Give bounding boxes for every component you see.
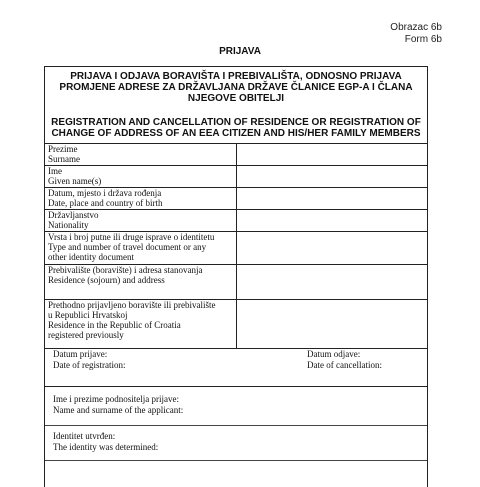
table-row — [45, 300, 427, 348]
applicant-name-hr: Ime i prezime podnositelja prijave: — [53, 394, 179, 404]
heading-hr-line: PROMJENE ADRESE ZA DRŽAVLJANA DRŽAVE ČLANICE EGP-A I ČLANA — [59, 82, 413, 93]
label-line: Given name(s) — [48, 176, 102, 186]
form-code-hr: Obrazac 6b — [390, 22, 442, 33]
registration-date-hr: Datum prijave: — [53, 349, 108, 359]
identity-determined-en: The identity was determined: — [53, 442, 159, 452]
label-line: Datum, mjesto i država rođenja — [48, 188, 162, 198]
birth-details-field[interactable] — [237, 188, 428, 210]
table-row — [45, 210, 427, 232]
travel-document-field[interactable] — [237, 232, 428, 265]
label-line: Prebivalište (boravište) i adresa stanovanja — [48, 265, 203, 275]
birth-details-label — [45, 188, 237, 210]
nationality-label — [45, 210, 237, 232]
cancellation-date[interactable] — [307, 349, 382, 371]
table-row — [45, 166, 427, 188]
travel-document-label — [45, 232, 237, 265]
label-line: Prethodno prijavljeno boravište ili prebivalište — [48, 300, 216, 310]
given-name-field[interactable] — [237, 166, 428, 188]
label-line: Type and number of travel document or any — [48, 242, 207, 252]
residence-field[interactable] — [237, 265, 428, 300]
identity-determined[interactable] — [53, 431, 158, 453]
heading-en-line: REGISTRATION AND CANCELLATION OF RESIDENCE OR REGISTRATION OF — [51, 117, 421, 128]
form-frame — [44, 66, 428, 487]
label-line: other identity document — [48, 252, 134, 262]
personal-data-table — [45, 143, 427, 348]
label-line: Prezime — [48, 144, 78, 154]
applicant-name-en: Name and surname of the applicant: — [53, 405, 184, 415]
registration-date[interactable] — [53, 349, 125, 371]
heading-croatian — [45, 71, 427, 104]
identity-determined-hr: Identitet utvrđen: — [53, 431, 116, 441]
label-line: Nationality — [48, 220, 89, 230]
applicant-name[interactable] — [53, 394, 183, 416]
cancellation-date-hr: Datum odjave: — [307, 349, 361, 359]
label-line: registered previously — [48, 330, 124, 340]
label-line: Residence in the Republic of Croatia — [48, 320, 181, 330]
heading-hr-line: NJEGOVE OBITELJI — [187, 93, 285, 104]
label-line: u Republici Hrvatskoj — [48, 310, 128, 320]
label-line: Surname — [48, 154, 80, 164]
previous-residence-label — [45, 300, 237, 348]
identity-line — [45, 460, 427, 461]
form-code — [390, 22, 442, 46]
table-row — [45, 232, 427, 265]
registration-date-en: Date of registration: — [53, 360, 126, 370]
label-line: Date, place and country of birth — [48, 198, 163, 208]
given-name-label — [45, 166, 237, 188]
label-line: Vrsta i broj putne ili druge isprave o identitetu — [48, 232, 215, 242]
heading-english — [45, 117, 427, 139]
form-code-en: Form 6b — [404, 34, 442, 45]
document-title: PRIJAVA — [219, 46, 261, 57]
nationality-field[interactable] — [237, 210, 428, 232]
cancellation-date-en: Date of cancellation: — [307, 360, 382, 370]
applicant-signature-line — [45, 425, 427, 426]
label-line: Ime — [48, 166, 62, 176]
residence-label — [45, 265, 237, 300]
table-row — [45, 188, 427, 210]
surname-label — [45, 144, 237, 166]
surname-field[interactable] — [237, 144, 428, 166]
previous-residence-field[interactable] — [237, 300, 428, 348]
heading-hr-line: PRIJAVA I ODJAVA BORAVIŠTA I PREBIVALIŠTA, ODNOSNO PRIJAVA — [70, 71, 402, 82]
table-row — [45, 265, 427, 300]
table-row — [45, 144, 427, 166]
section-divider — [45, 386, 427, 387]
label-line: Državljanstvo — [48, 210, 99, 220]
label-line: Residence (sojourn) and address — [48, 275, 165, 285]
heading-en-line: CHANGE OF ADDRESS OF AN EEA CITIZEN AND HIS/HER FAMILY MEMBERS — [51, 128, 421, 139]
